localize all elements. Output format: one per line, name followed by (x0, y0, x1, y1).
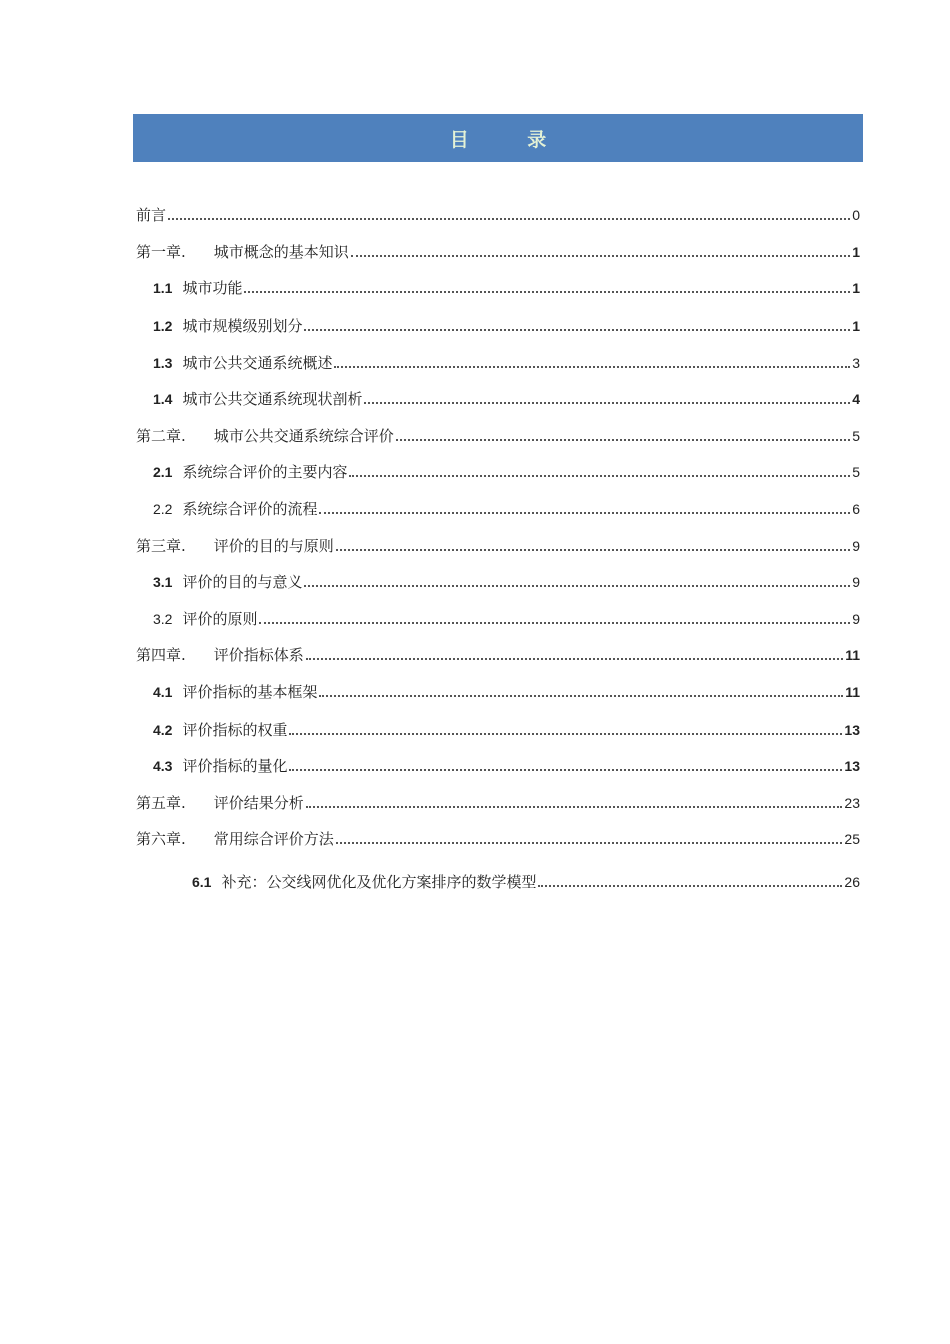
toc-section-entry[interactable] (153, 461, 860, 483)
toc-section-number: 3.2 (153, 611, 173, 627)
toc-dot-leader (364, 402, 850, 404)
toc-dot-leader (306, 806, 843, 808)
toc-section-entry[interactable] (153, 681, 860, 703)
toc-page-number: 23 (844, 795, 860, 811)
toc-section-number: 3.1 (153, 574, 173, 590)
toc-entry-label: 城市规模级别划分 (182, 317, 303, 335)
toc-page-number: 9 (852, 538, 860, 554)
toc-dot-leader (336, 549, 850, 551)
toc-chapter-number: 第四章. (136, 646, 186, 664)
toc-chapter-number: 第六章. (136, 830, 186, 848)
toc-page-number: 9 (852, 574, 860, 590)
toc-entry-label: 城市概念的基本知识 (213, 243, 349, 261)
toc-entry-label: 系统综合评价的主要内容 (182, 463, 348, 481)
toc-entry-label: 评价的原则 (182, 610, 258, 628)
toc-page-number: 4 (852, 391, 860, 407)
toc-dot-leader (304, 585, 850, 587)
toc-page-number: 3 (852, 355, 860, 371)
toc-page-number: 5 (852, 464, 860, 480)
toc-dot-leader (396, 439, 850, 441)
toc-entry-label: 系统综合评价的流程 (182, 500, 318, 518)
toc-entry-label: 城市功能 (182, 279, 243, 297)
toc-chapter-entry[interactable] (136, 241, 860, 263)
toc-chapter-number: 第五章. (136, 794, 186, 812)
toc-section-entry[interactable] (153, 277, 860, 299)
toc-section-entry[interactable] (153, 315, 860, 337)
toc-section-entry[interactable] (153, 608, 860, 630)
toc-dot-leader (538, 885, 842, 887)
toc-section-entry[interactable] (153, 352, 860, 374)
toc-dot-leader (349, 475, 850, 477)
toc-entry-label: 前言 (136, 206, 167, 224)
toc-section-number: 4.2 (153, 722, 173, 738)
toc-section-number: 1.3 (153, 355, 173, 371)
toc-page-number: 1 (852, 280, 860, 296)
toc-title: 目 录 (449, 128, 573, 151)
toc-page-number: 26 (844, 874, 860, 890)
toc-chapter-number: 第三章. (136, 537, 186, 555)
toc-page-number: 9 (852, 611, 860, 627)
toc-section-number: 1.2 (153, 318, 173, 334)
toc-section-number: 4.3 (153, 758, 173, 774)
toc-entry-label: 城市公共交通系统概述 (182, 354, 333, 372)
toc-entry-label: 评价指标体系 (213, 646, 304, 664)
toc-section-entry[interactable] (153, 755, 860, 777)
toc-chapter-entry[interactable] (136, 644, 860, 666)
toc-chapter-entry[interactable] (136, 828, 860, 850)
toc-page-number: 1 (852, 244, 860, 260)
toc-dot-leader (168, 218, 850, 220)
toc-page-number: 6 (852, 501, 860, 517)
toc-section-number: 4.1 (153, 684, 173, 700)
toc-chapter-number: 第二章. (136, 427, 186, 445)
toc-page-number: 0 (852, 207, 860, 223)
toc-dot-leader (351, 255, 850, 257)
toc-page-number: 11 (845, 647, 860, 663)
toc-dot-leader (259, 622, 850, 624)
toc-dot-leader (319, 512, 850, 514)
toc-entry-label: 城市公共交通系统现状剖析 (182, 390, 363, 408)
toc-section-number: 6.1 (192, 874, 212, 890)
toc-section-entry[interactable] (153, 719, 860, 741)
toc-section-number: 1.4 (153, 391, 173, 407)
toc-dot-leader (334, 366, 850, 368)
toc-dot-leader (289, 733, 842, 735)
toc-entry-label: 城市公共交通系统综合评价 (213, 427, 394, 445)
toc-entry-label: 补充：公交线网优化及优化方案排序的数学模型 (221, 873, 537, 891)
toc-chapter-entry[interactable] (136, 792, 860, 814)
toc-page-number: 13 (844, 722, 860, 738)
toc-section-entry[interactable] (153, 571, 860, 593)
toc-page-number: 11 (845, 684, 860, 700)
toc-title-bar (133, 114, 863, 162)
toc-dot-leader (304, 329, 850, 331)
toc-chapter-entry[interactable] (136, 535, 860, 557)
toc-section-number: 2.1 (153, 464, 173, 480)
toc-section-entry[interactable] (153, 498, 860, 520)
toc-section-number: 1.1 (153, 280, 173, 296)
toc-dot-leader (306, 658, 843, 660)
toc-page-number: 25 (844, 831, 860, 847)
toc-page-number: 13 (844, 758, 860, 774)
toc-entry-label: 评价的目的与意义 (182, 573, 303, 591)
toc-chapter-entry[interactable] (136, 204, 860, 226)
toc-page-number: 1 (852, 318, 860, 334)
toc-chapter-number: 第一章. (136, 243, 186, 261)
toc-dot-leader (319, 695, 843, 697)
toc-section-entry[interactable] (153, 388, 860, 410)
toc-dot-leader (244, 291, 850, 293)
toc-entry-label: 评价指标的权重 (182, 721, 288, 739)
toc-entry-label: 评价指标的量化 (182, 757, 288, 775)
toc-dot-leader (336, 842, 843, 844)
toc-chapter-entry[interactable] (136, 425, 860, 447)
toc-entry-label: 评价指标的基本框架 (182, 683, 318, 701)
toc-dot-leader (289, 769, 842, 771)
toc-section-number: 2.2 (153, 501, 173, 517)
toc-page-number: 5 (852, 428, 860, 444)
toc-section-entry[interactable] (192, 871, 860, 893)
toc-entry-label: 评价结果分析 (213, 794, 304, 812)
toc-entry-label: 常用综合评价方法 (213, 830, 334, 848)
toc-entry-label: 评价的目的与原则 (213, 537, 334, 555)
